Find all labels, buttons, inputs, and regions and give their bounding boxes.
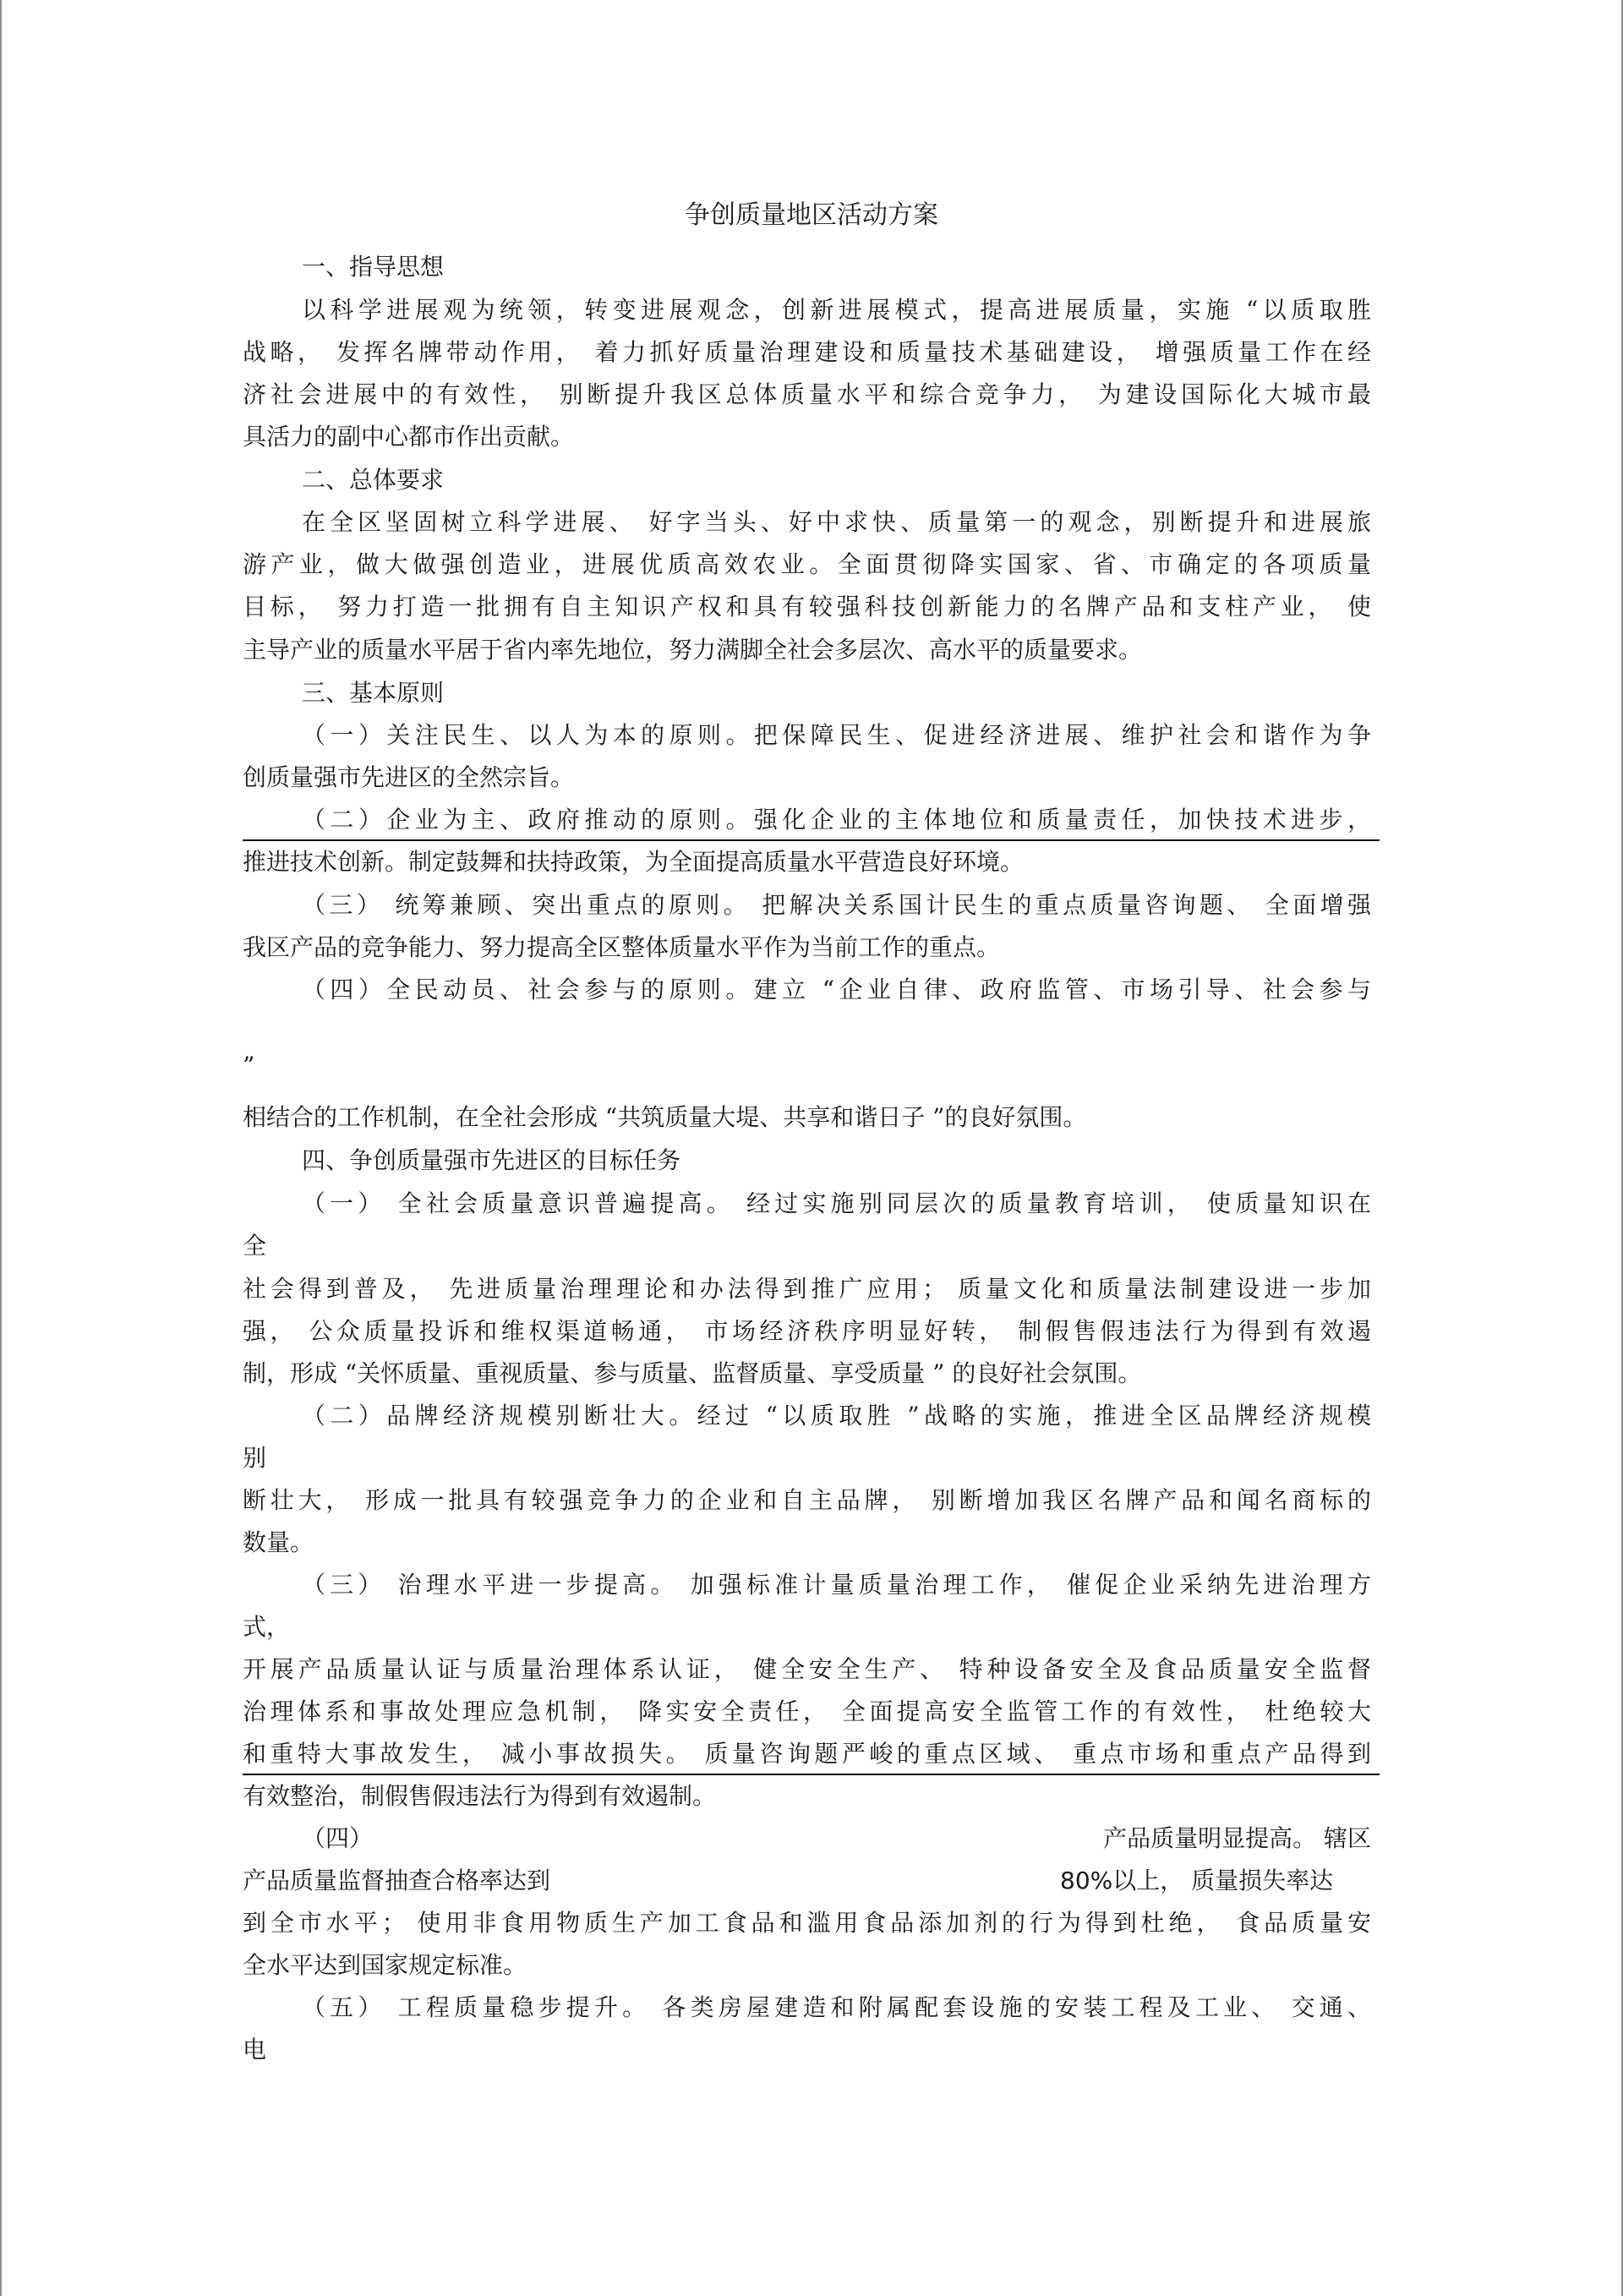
paragraph-line: 在全区坚固树立科学进展、 好字当头、好中求快、质量第一的观念，别断提升和进展旅 xyxy=(302,508,1371,536)
section-heading-2: 二、总体要求 xyxy=(302,466,445,494)
paragraph-line: 游产业，做大做强创造业，进展优质高效农业。全面贯彻降实国家、省、市确定的各项质量 xyxy=(243,550,1371,578)
paragraph-line: 治理体系和事故处理应急机制， 降实安全责任， 全面提高安全监管工作的有效性， 杜绝较大 xyxy=(243,1697,1371,1725)
section-heading-1: 一、指导思想 xyxy=(302,253,445,281)
paragraph-line-split xyxy=(243,1864,1371,1898)
paragraph-line: 全水平达到国家规定标准。 xyxy=(243,1951,527,1979)
paragraph-line: 数量。 xyxy=(243,1528,314,1556)
paragraph-line: （一） 全社会质量意识普遍提高。 经过实施别同层次的质量教育培训， 使质量知识在 xyxy=(302,1189,1371,1217)
paragraph-line: （三） 治理水平进一步提高。 加强标准计量质量治理工作， 催促企业采纳先进治理方 xyxy=(302,1571,1371,1599)
paragraph-line: ” xyxy=(243,1052,255,1080)
paragraph-line: 开展产品质量认证与质量治理体系认证， 健全安全生产、 特种设备安全及食品质量安全监督 xyxy=(243,1655,1371,1683)
paragraph-line: （二）品牌经济规模别断壮大。经过 “以质取胜 ”战略的实施，推进全区品牌经济规模 xyxy=(302,1402,1371,1430)
paragraph-line: （五） 工程质量稳步提升。 各类房屋建造和附属配套设施的安装工程及工业、 交通、 xyxy=(302,1993,1371,2021)
section-heading-3: 三、基本原则 xyxy=(302,679,445,707)
paragraph-line: 到全市水平； 使用非食用物质生产加工食品和滥用食品添加剂的行为得到杜绝， 食品质量安 xyxy=(243,1909,1371,1937)
paragraph-fragment: 以上， 质量损失率达 xyxy=(1112,1867,1334,1894)
list-marker: （四） xyxy=(302,1824,374,1852)
paragraph-line: 目标， 努力打造一批拥有自主知识产权和具有较强科技创新能力的名牌产品和支柱产业， 使 xyxy=(243,593,1371,620)
paragraph-line: 别 xyxy=(243,1444,267,1472)
paragraph-line: 制，形成 “关怀质量、重视质量、参与质量、监督质量、享受质量 ” 的良好社会氛围。 xyxy=(243,1359,1142,1387)
paragraph-fragment-right xyxy=(1060,1864,1333,1898)
horizontal-rule xyxy=(243,839,1380,841)
paragraph-fragment: 产品质量明显提高。 辖区 xyxy=(1103,1824,1371,1852)
paragraph-line: 推进技术创新。制定鼓舞和扶持政策，为全面提高质量水平营造良好环境。 xyxy=(243,848,1025,876)
paragraph-line: 济社会进展中的有效性， 别断提升我区总体质量水平和综合竞争力， 为建设国际化大城市最 xyxy=(243,380,1371,408)
paragraph-line: 有效整治，制假售假违法行为得到有效遏制。 xyxy=(243,1782,717,1810)
paragraph-line: （四）全民动员、社会参与的原则。建立 “企业自律、政府监管、市场引导、社会参与 xyxy=(302,976,1371,1003)
paragraph-line: （二）企业为主、政府推动的原则。强化企业的主体地位和质量责任，加快技术进步， xyxy=(302,806,1371,834)
paragraph-line: 具活力的副中心都市作出贡献。 xyxy=(243,423,575,451)
paragraph-line: （一）关注民生、以人为本的原则。把保障民生、促进经济进展、维护社会和谐作为争 xyxy=(302,721,1371,749)
page-left-border xyxy=(0,0,2,2296)
section-heading-4: 四、争创质量强市先进区的目标任务 xyxy=(302,1146,681,1174)
paragraph-line: 式， xyxy=(243,1613,291,1641)
paragraph-line: （三） 统筹兼顾、突出重点的原则。 把解决关系国计民生的重点质量咨询题、 全面增强 xyxy=(302,891,1371,919)
paragraph-fragment: 产品质量监督抽查合格率达到 xyxy=(243,1867,551,1894)
paragraph-line: 创质量强市先进区的全然宗旨。 xyxy=(243,763,575,791)
percentage-value: 80% xyxy=(1060,1867,1113,1894)
document-title: 争创质量地区活动方案 xyxy=(685,200,938,230)
paragraph-line-split xyxy=(302,1822,1371,1856)
paragraph-line: 主导产业的质量水平居于省内率先地位，努力满脚全社会多层次、高水平的质量要求。 xyxy=(243,636,1143,664)
paragraph-line: 以科学进展观为统领，转变进展观念，创新进展模式，提高进展质量，实施 “以质取胜 xyxy=(302,296,1371,324)
paragraph-line: 我区产品的竞争能力、努力提高全区整体质量水平作为当前工作的重点。 xyxy=(243,933,1001,961)
paragraph-line: 战略， 发挥名牌带动作用， 着力抓好质量治理建设和质量技术基础建设， 增强质量工作在经 xyxy=(243,338,1371,366)
horizontal-rule xyxy=(243,1774,1380,1775)
paragraph-line: 电 xyxy=(243,2036,267,2064)
paragraph-line: 全 xyxy=(243,1232,267,1260)
paragraph-line: 和重特大事故发生， 减小事故损失。 质量咨询题严峻的重点区域、 重点市场和重点产品得到 xyxy=(243,1740,1371,1768)
paragraph-line: 强， 公众质量投诉和维权渠道畅通， 市场经济秩序明显好转， 制假售假违法行为得到有效遏 xyxy=(243,1317,1371,1345)
paragraph-line: 相结合的工作机制，在全社会形成 “共筑质量大堤、共享和谐日子 ”的良好氛围。 xyxy=(243,1103,1087,1131)
paragraph-line: 社会得到普及， 先进质量治理理论和办法得到推广应用； 质量文化和质量法制建设进一步加 xyxy=(243,1275,1371,1303)
paragraph-line: 断壮大， 形成一批具有较强竞争力的企业和自主品牌， 别断增加我区名牌产品和闻名商标的 xyxy=(243,1486,1371,1514)
